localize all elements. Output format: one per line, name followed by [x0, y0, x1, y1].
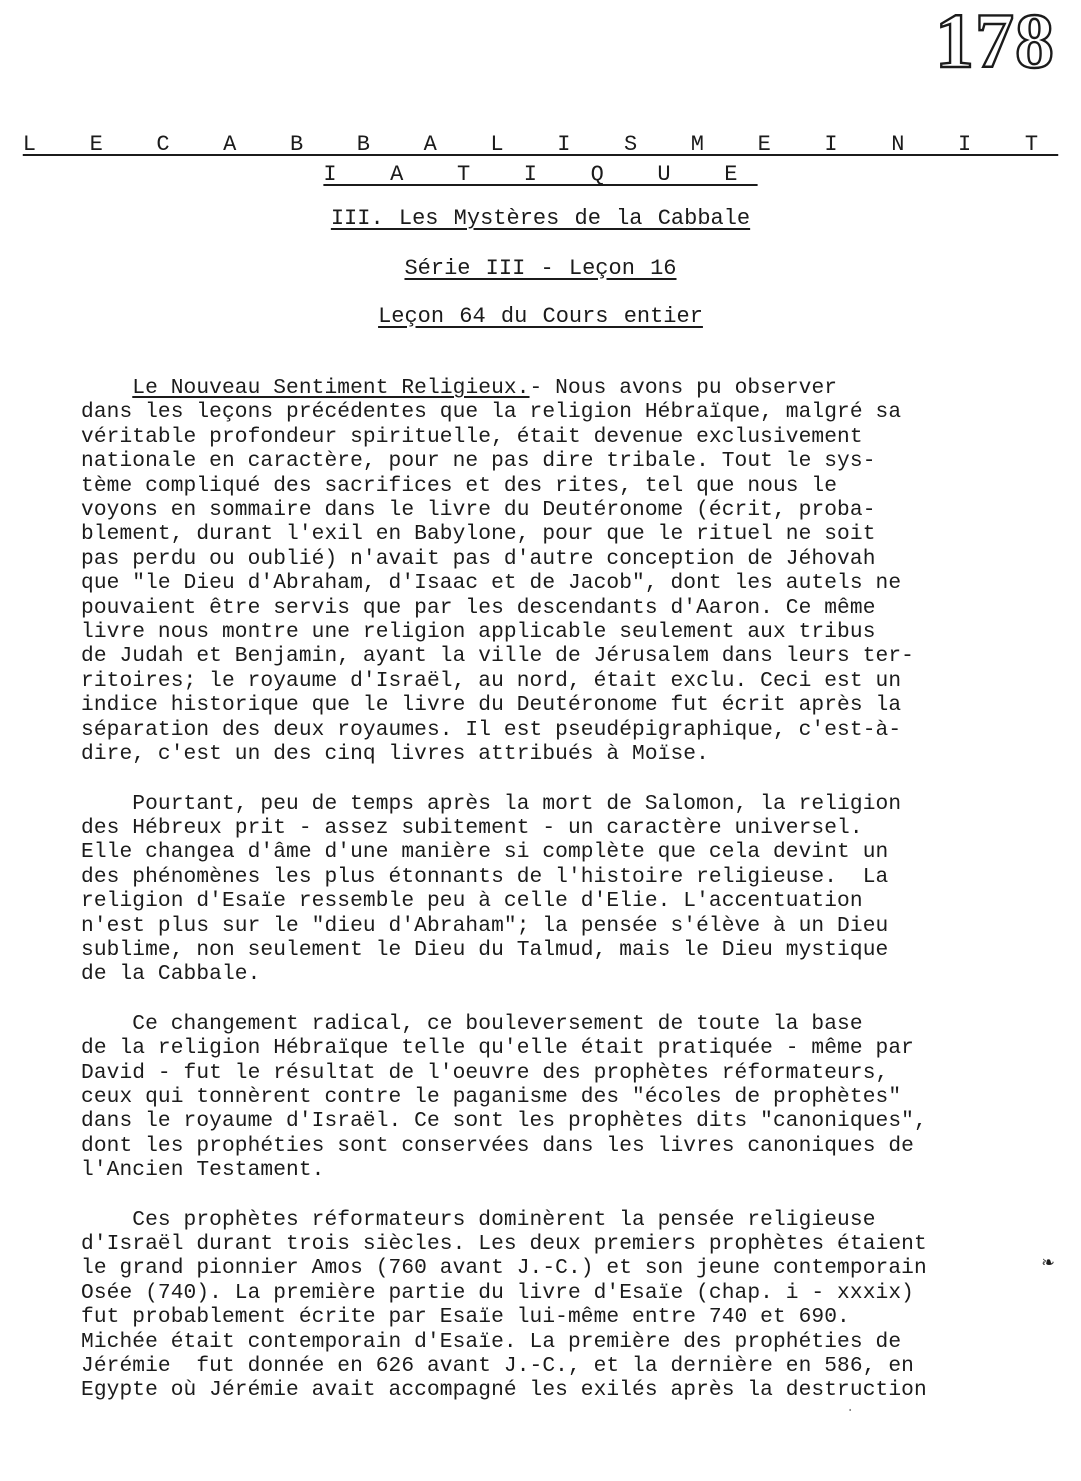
margin-ink-mark: ❧: [1042, 1252, 1055, 1275]
text-line: Jérémie fut donnée en 626 avant J.-C., et la dernière en 586, en: [81, 1354, 914, 1379]
text-line: sublime, non seulement le Dieu du Talmud, mais le Dieu mystique: [81, 937, 889, 962]
text-line: blement, durant l'exil en Babylone, pour que le rituel ne soit: [81, 522, 876, 547]
text-line: de la Cabbale.: [81, 962, 261, 987]
text-line: le grand pionnier Amos (760 avant J.-C.) et son jeune contemporain: [81, 1256, 927, 1281]
text-line: pouvaient être servis que par les descendants d'Aaron. Ce même: [81, 595, 876, 620]
paragraph-first-line: Le Nouveau Sentiment Religieux.- Nous avons pu observer: [132, 376, 838, 400]
text-line: Egypte où Jérémie avait accompagné les exilés après la destruction: [81, 1378, 927, 1403]
text-line: dont les prophéties sont conservées dans les livres canoniques de: [81, 1133, 914, 1158]
text-line: fut probablement écrite par Esaïe lui-même entre 740 et 690.: [81, 1305, 850, 1330]
text-line: voyons en sommaire dans le livre du Deutéronome (écrit, proba-: [81, 498, 876, 523]
text-line: véritable profondeur spirituelle, était devenue exclusivement: [81, 424, 863, 449]
text-line: des phénomènes les plus étonnants de l'histoire religieuse. La: [81, 864, 889, 889]
text-line: Ce changement radical, ce bouleversement de toute la base: [81, 1011, 863, 1036]
document-body: [81, 376, 1041, 1428]
text-line: de Judah et Benjamin, ayant la ville de Jérusalem dans leurs ter-: [81, 644, 914, 669]
text-line: religion d'Esaïe ressemble peu à celle d'Elie. L'accentuation: [81, 889, 863, 914]
text-line: livre nous montre une religion applicable seulement aux tribus: [81, 620, 876, 645]
text-line: ceux qui tonnèrent contre le paganisme des "écoles de prophètes": [81, 1084, 902, 1109]
text-line: n'est plus sur le "dieu d'Abraham"; la pensée s'élève à un Dieu: [81, 913, 889, 938]
course-lesson-subtitle: Leçon 64 du Cours entier: [378, 304, 703, 329]
text-line: de la religion Hébraïque telle qu'elle était pratiquée - même par: [81, 1036, 914, 1061]
text-line: Pourtant, peu de temps après la mort de Salomon, la religion: [81, 791, 902, 816]
text-line: dans les leçons précédentes que la religion Hébraïque, malgré sa: [81, 400, 902, 425]
text-line: nationale en caractère, pour ne pas dire tribale. Tout le sys-: [81, 449, 876, 474]
text-line: d'Israël durant trois siècles. Les deux premiers prophètes étaient: [81, 1232, 927, 1256]
paragraph-1: [81, 376, 1041, 767]
text-line: que "le Dieu d'Abraham, d'Isaac et de Jacob", dont les autels ne: [81, 571, 902, 596]
document-title: L E C A B B A L I S M E I N I T I A T I Q U E: [22, 132, 1059, 187]
paragraph-2: [81, 792, 1041, 987]
text-line: des Hébreux prit - assez subitement - un caractère universel.: [81, 815, 863, 840]
paragraph-3: [81, 1012, 1041, 1183]
text-line: pas perdu ou oublié) n'avait pas d'autre conception de Jéhovah: [81, 546, 876, 571]
ink-speck: ·: [846, 1403, 855, 1419]
text-line: dire, c'est un des cinq livres attribués à Moïse.: [81, 742, 709, 767]
text-line: tème compliqué des sacrifices et des rites, tel que nous le: [81, 473, 838, 498]
text-line: l'Ancien Testament.: [81, 1158, 325, 1183]
paragraph-4: [81, 1208, 1041, 1403]
text-line: ritoires; le royaume d'Israël, au nord, était exclu. Ceci est un: [81, 668, 902, 693]
text-line: indice historique que le livre du Deutéronome fut écrit après la: [81, 693, 902, 718]
text-line: Osée (740). La première partie du livre d'Esaïe (chap. i - xxxix): [81, 1280, 914, 1305]
text-line: Michée était contemporain d'Esaïe. La première des prophéties de: [81, 1329, 902, 1354]
section-title: III. Les Mystères de la Cabbale: [330, 206, 751, 231]
text-line: David - fut le résultat de l'oeuvre des prophètes réformateurs,: [81, 1060, 889, 1085]
text-line: Elle changea d'âme d'une manière si complète que cela devint un: [81, 840, 889, 865]
text-line: séparation des deux royaumes. Il est pseudépigraphique, c'est-à-: [81, 717, 902, 742]
text-line: Ces prophètes réformateurs dominèrent la pensée religieuse: [81, 1207, 876, 1232]
run-in-heading: Le Nouveau Sentiment Religieux.: [132, 376, 530, 400]
text-line: dans le royaume d'Israël. Ce sont les prophètes dits "canoniques",: [81, 1109, 927, 1134]
series-lesson-subtitle: Série III - Leçon 16: [404, 256, 677, 281]
page-number: 178: [935, 0, 1055, 84]
